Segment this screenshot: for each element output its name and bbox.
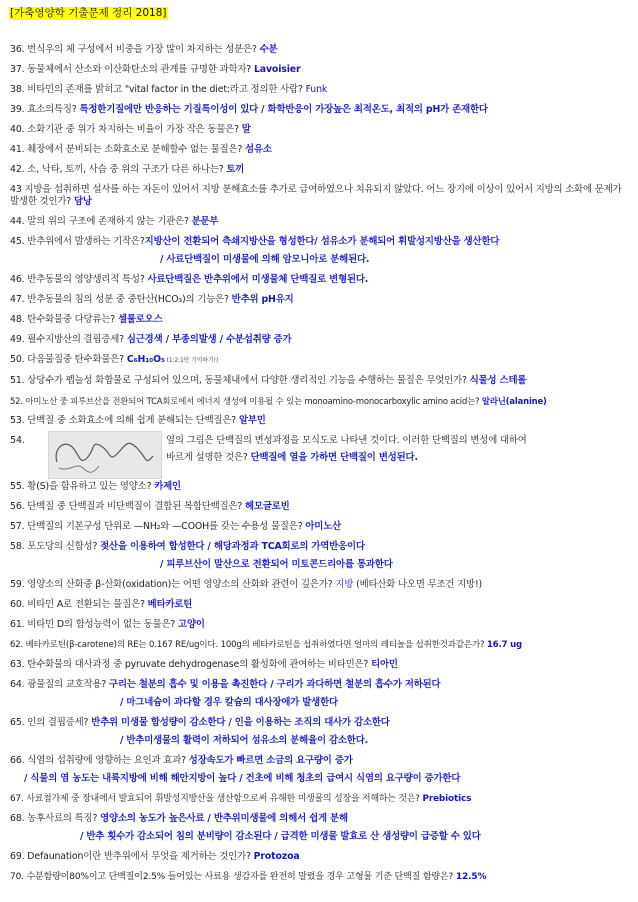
protein-denaturation-image (48, 431, 162, 479)
list-item: 62. 베타카로틴(β-carotene)의 RE는 0.167 RE/ug이다. 100g의 베타카로틴을 섭취하였다면 얼마의 레티놀을 섭취한것과같은가? 16.7 ug (10, 640, 522, 650)
answer: 사료단백질은 반추위에서 미생물체 단백질로 변형된다. (147, 274, 369, 285)
answer: Funk (305, 84, 328, 95)
list-item: 53. 단백질 중 소화효소에 의해 쉽게 분해되는 단백질은? 알부민 (10, 415, 266, 426)
answer: 구리는 철분의 흡수 및 이용을 촉진한다 / 구리가 과다하면 철분의 흡수가 저하된다 (109, 679, 441, 690)
answer: 티아민 (371, 659, 398, 670)
answer: 알라닌(alanine) (481, 396, 547, 406)
answer: 헤모글로빈 (245, 501, 290, 512)
answer: 섬유소 (245, 144, 272, 155)
list-item: 37. 동물체에서 산소와 이산화탄소의 관계를 규명한 과학자? Lavoisier (10, 64, 301, 75)
answer: 고양이 (178, 619, 205, 630)
list-item: 36. 번식우의 체 구성에서 비중을 가장 많이 차지하는 성분은? 수분 (10, 44, 278, 55)
list-item: 47. 반추동물의 침의 성분 중 중탄산(HCO₃)의 기능은? 반추위 pH유지 (10, 294, 294, 305)
list-item: 38. 비타민의 존재를 밝히고 "vital factor in the diet:라고 정의한 사람? Funk (10, 84, 328, 95)
answer: 지방 (335, 579, 354, 590)
answer-continued: / 피루브산이 말산으로 전환되어 미토콘드리아를 통과한다 (160, 559, 393, 570)
list-item: 52. 아미노산 중 피루브산을 전환되어 TCA회로에서 에너지 생성에 이용될 수 있는 monoamino-monocarboxylic amino acid는? 알라닌(alanine) (10, 396, 547, 406)
answer: 16.7 ug (486, 640, 522, 650)
page-title: [가축영양학 기출문제 정리 2018] (10, 7, 167, 19)
list-item: 48. 탄수화물중 다당류는? 셀룰로오스 (10, 314, 163, 325)
answer: 특정한기질에만 반응하는 기질특이성이 있다 / 화학반응이 가장높은 최적온도, 최적의 pH가 존재한다 (79, 104, 488, 115)
answer-continued: / 마그네슘이 과다할 경우 칼슘의 대사장애가 발생한다 (120, 697, 338, 708)
list-item: 64. 광물질의 교호작용? 구리는 철분의 흡수 및 이용을 촉진한다 / 구리가 과다하면 철분의 흡수가 저하된다 / 마그네슘이 과다할 경우 칼슘의 대사장애가 발생한다 (10, 679, 630, 709)
list-item: 49. 필수지방산의 결핍증세? 심근경색 / 부종의발생 / 수분섭취량 증가 (10, 334, 292, 345)
answer-continued: / 사료단백질이 미생물에 의해 암모니아로 분해된다. (160, 254, 370, 265)
list-item: 63. 탄수화물의 대사과정 중 pyruvate dehydrogenase의 활성화에 관여하는 비타민은? 티아민 (10, 659, 398, 670)
list-item: 44. 말의 위의 구조에 존재하지 않는 기관은? 분문부 (10, 216, 219, 227)
list-item: 46. 반추동물의 영양생리적 특성? 사료단백질은 반추위에서 미생물체 단백질로 변형된다. (10, 274, 369, 285)
answer-continued: / 식물의 염 농도는 내륙지방에 비해 해안지방이 높다 / 건초에 비해 청초의 급여시 식염의 요구량이 증가한다 (24, 773, 461, 784)
answer-continued: / 반추미생물의 활력이 저하되어 섬유소의 분해율이 감소한다. (120, 735, 369, 746)
answer: 심근경색 / 부종의발생 / 수분섭취량 증가 (126, 334, 292, 345)
list-item: 56. 단백질 중 단백질과 비단백질이 결합된 복합단백질은? 헤모글로빈 (10, 501, 290, 512)
answer: 아미노산 (305, 521, 342, 532)
answer: 베타카로틴 (147, 599, 193, 610)
answer: 분문부 (191, 216, 219, 227)
answer: 토끼 (226, 164, 245, 175)
answer: 수분 (259, 44, 278, 55)
answer: 젖산을 이용하여 합성한다 / 해당과정과 TCA회로의 가역반응이다 (100, 541, 365, 552)
answer: 카제인 (154, 481, 181, 492)
question-list (10, 44, 630, 883)
list-item: 67. 사료첨가제 중 장내에서 발효되어 휘발성지방산을 생산함으로써 유해한 미생물의 성장을 저해하는 것은? Prebiotics (10, 794, 472, 804)
list-item: 42. 소, 낙타, 토끼, 사슴 중 위의 구조가 다른 하나는? 토끼 (10, 164, 245, 175)
answer-continued: / 반추 횟수가 감소되어 침의 분비량이 감소된다 / 급격한 미생물 발효로 산 생성량이 급증할 수 있다 (80, 831, 481, 842)
list-item: 57. 단백질의 기본구성 단위로 —NH₂와 —COOH를 갖는 수용성 물질은? 아미노산 (10, 521, 342, 532)
memo-note: (1:2:1만 기억하기!) (164, 357, 219, 364)
list-item: 45. 반추위에서 발생하는 기작은?지방산이 전환되어 측쇄지방산을 형성한다/ 섬유소가 분해되어 휘발성지방산을 생산한다 / 사료단백질이 미생물에 의해 암모니아로 분해된다. (10, 236, 630, 266)
list-item: 55. 황(S)을 함유하고 있는 영양소? 카제인 (10, 481, 181, 492)
list-item: 51. 상당수가 펩늘성 화합물로 구성되어 있으며, 동물체내에서 다양한 생리적인 기능을 수행하는 물질은 무엇인가? 식물성 스테롤 (10, 375, 527, 386)
answer: Lavoisier (253, 64, 301, 75)
list-item: 43 지방을 섭취하면 설사를 하는 자돈이 있어서 지방 분해효소를 추가로 급여하였으나 치유되지 않았다. 어느 장기에 이상이 있어서 지방의 소화에 문제가 발생한 것인가? 담낭 (10, 184, 622, 207)
list-item: 66. 식염의 섭취량에 영향하는 요인과 효과? 성장속도가 빠르면 소금의 요구량이 증가 / 식물의 염 농도는 내륙지방에 비해 해안지방이 높다 / 건초에 비해 청초의 급여시 식염의 요구량이 증가한다 (10, 755, 630, 785)
list-item: 54. 옆의 그림은 단백질의 변성과정을 모식도로 나타낸 것이다. 이러한 단백질의 변성에 대하여 바르게 설명한 것은? 단백질에 열을 가하면 단백질이 변성된다. (10, 435, 630, 473)
list-item: 59. 영양소의 산화중 β-산화(oxidation)는 어떤 영양소의 산화와 관련이 깊은가? 지방 (베타산화 나오면 무조건 지방!) (10, 579, 483, 590)
answer: 단백질에 열을 가하면 단백질이 변성된다. (250, 452, 418, 463)
list-item: 69. Defaunation이란 반추위에서 무엇을 제거하는 것인가? Protozoa (10, 851, 300, 862)
answer: Protozoa (253, 851, 300, 862)
answer: 셀룰로오스 (117, 314, 163, 325)
answer: 영양소의 농도가 높은사료 / 반추위미생물에 의해서 쉽게 분해 (100, 813, 348, 824)
list-item: 60. 비타민 A로 전환되는 물질은? 베타카로틴 (10, 599, 193, 610)
answer: 지방산이 전환되어 측쇄지방산을 형성한다/ 섬유소가 분해되어 휘발성지방산을 생산한다 (144, 236, 500, 247)
list-item: 39. 효소의특징? 특정한기질에만 반응하는 기질특이성이 있다 / 화학반응이 가장높은 최적온도, 최적의 pH가 존재한다 (10, 104, 488, 115)
answer: Prebiotics (422, 794, 472, 804)
list-item: 70. 수분함량이80%이고 단백질이2.5% 들어있는 사료용 생감자를 완전히 말렸을 경우 고형물 기준 단백질 함량은? 12.5% (10, 872, 487, 882)
answer: 반추위 pH유지 (231, 294, 294, 305)
list-item: 61. 비타민 D의 합성능력이 없는 동물은? 고양이 (10, 619, 205, 630)
list-item: 40. 소화기관 중 위가 차지하는 비율이 가장 작은 동물은? 말 (10, 124, 251, 135)
answer: 12.5% (455, 872, 487, 882)
answer: 담낭 (73, 196, 92, 207)
list-item: 65. 인의 결핍증세? 반추위 미생물 합성량이 감소한다 / 인을 이용하는 조직의 대사가 감소한다 / 반추미생물의 활력이 저하되어 섬유소의 분해율이 감소한다. (10, 717, 630, 747)
list-item: 58. 포도당의 신합성? 젖산을 이용하여 합성한다 / 해당과정과 TCA회로의 가역반응이다 / 피루브산이 말산으로 전환되어 미토콘드리아를 통과한다 (10, 541, 630, 571)
answer: C₆H₁₀O₅ (126, 354, 165, 365)
list-item: 41. 췌장에서 분비되는 소화효소로 분해할수 없는 물질은? 섬유소 (10, 144, 272, 155)
answer: 알부민 (238, 415, 266, 426)
list-item: 68. 농후사료의 특징? 영양소의 농도가 높은사료 / 반추위미생물에 의해서 쉽게 분해 / 반추 횟수가 감소되어 침의 분비량이 감소된다 / 급격한 미생물 발효로 산 생성량이 급증할 수 있다 (10, 813, 630, 843)
list-item: 50. 다음물질중 탄수화물은? C₆H₁₀O₅ (1:2:1만 기억하기!) (10, 354, 219, 365)
answer: 성장속도가 빠르면 소금의 요구량이 증가 (188, 755, 353, 766)
answer: 말 (241, 124, 251, 135)
answer: 반추위 미생물 합성량이 감소한다 / 인을 이용하는 조직의 대사가 감소한다 (91, 717, 390, 728)
answer: 식물성 스테롤 (469, 375, 527, 386)
